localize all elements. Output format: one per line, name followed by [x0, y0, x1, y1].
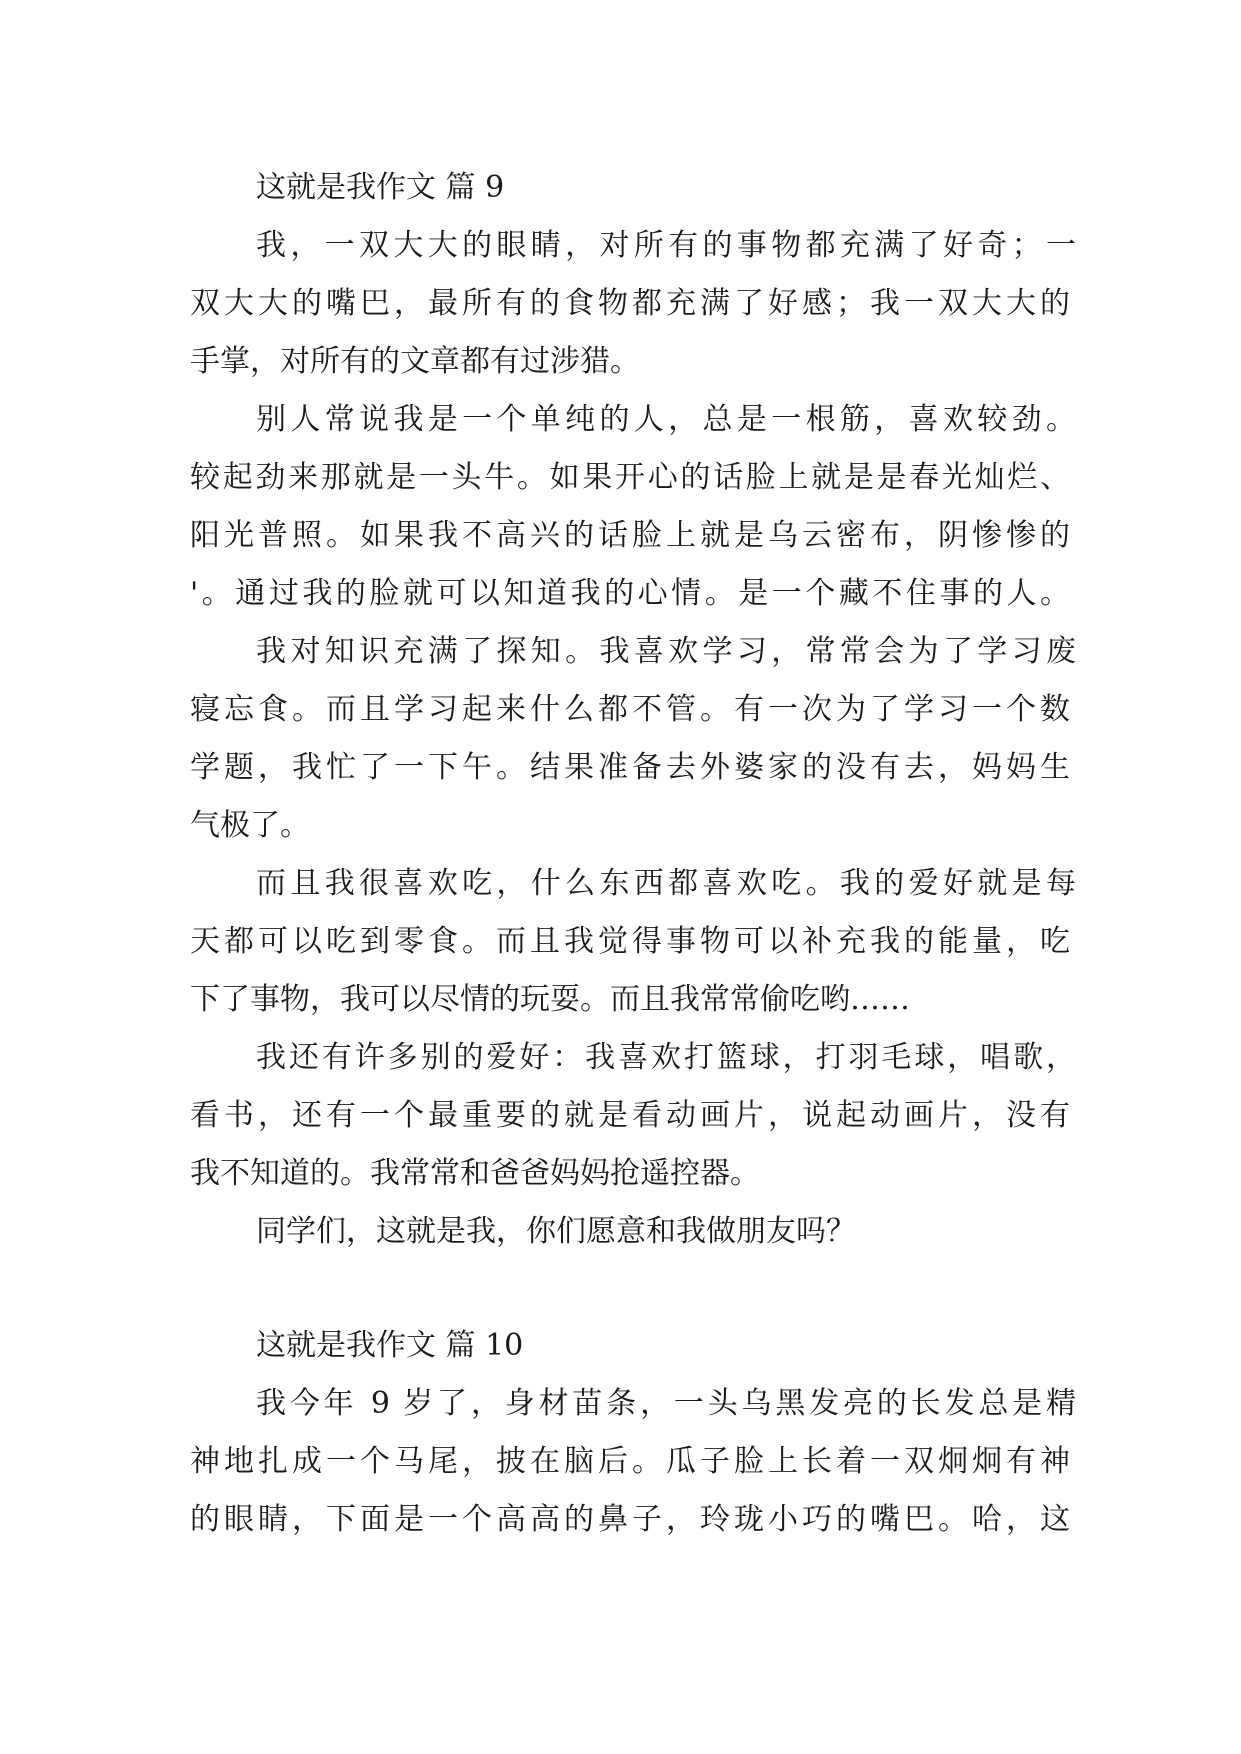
- essay-9-line: 我对知识充满了探知。我喜欢学习，常常会为了学习废: [256, 634, 1076, 669]
- essay-9-line: 阳光普照。如果我不高兴的话脸上就是乌云密布，阴惨惨的: [190, 518, 1070, 553]
- essay-9-line: 手掌，对所有的文章都有过涉猎。: [190, 344, 640, 379]
- essay-10-heading: 这就是我作文 篇 10: [256, 1328, 524, 1363]
- essay-9-line: 学题，我忙了一下午。结果准备去外婆家的没有去，妈妈生: [190, 750, 1070, 785]
- essay-9-line: 而且我很喜欢吃，什么东西都喜欢吃。我的爱好就是每: [256, 866, 1076, 901]
- essay-10-line: 我今年 9 岁了，身材苗条，一头乌黑发亮的长发总是精: [256, 1386, 1076, 1421]
- essay-9-line: 寝忘食。而且学习起来什么都不管。有一次为了学习一个数: [190, 692, 1070, 727]
- essay-9-line: 同学们，这就是我，你们愿意和我做朋友吗？: [256, 1214, 856, 1249]
- essay-9-line: 双大大的嘴巴，最所有的食物都充满了好感；我一双大大的: [190, 286, 1070, 321]
- essay-9-line: 气极了。: [190, 808, 310, 843]
- essay-9-line: 下了事物，我可以尽情的玩耍。而且我常常偷吃哟……: [190, 982, 910, 1017]
- essay-9-line: 我，一双大大的眼睛，对所有的事物都充满了好奇；一: [256, 228, 1076, 263]
- essay-9-line: 较起劲来那就是一头牛。如果开心的话脸上就是是春光灿烂、: [190, 460, 1070, 495]
- essay-9-line: 天都可以吃到零食。而且我觉得事物可以补充我的能量，吃: [190, 924, 1070, 959]
- essay-9-line: 我还有许多别的爱好：我喜欢打篮球，打羽毛球，唱歌，: [256, 1040, 1076, 1075]
- essay-9-line: '。通过我的脸就可以知道我的心情。是一个藏不住事的人。: [190, 576, 1070, 611]
- essay-9-heading: 这就是我作文 篇 9: [256, 170, 505, 205]
- essay-9-line: 别人常说我是一个单纯的人，总是一根筋，喜欢较劲。: [256, 402, 1076, 437]
- essay-10-line: 的眼睛，下面是一个高高的鼻子，玲珑小巧的嘴巴。哈，这: [190, 1502, 1070, 1537]
- essay-10-line: 神地扎成一个马尾，披在脑后。瓜子脸上长着一双炯炯有神: [190, 1444, 1070, 1479]
- essay-9-line: 我不知道的。我常常和爸爸妈妈抢遥控器。: [190, 1156, 760, 1191]
- essay-9-line: 看书，还有一个最重要的就是看动画片，说起动画片，没有: [190, 1098, 1070, 1133]
